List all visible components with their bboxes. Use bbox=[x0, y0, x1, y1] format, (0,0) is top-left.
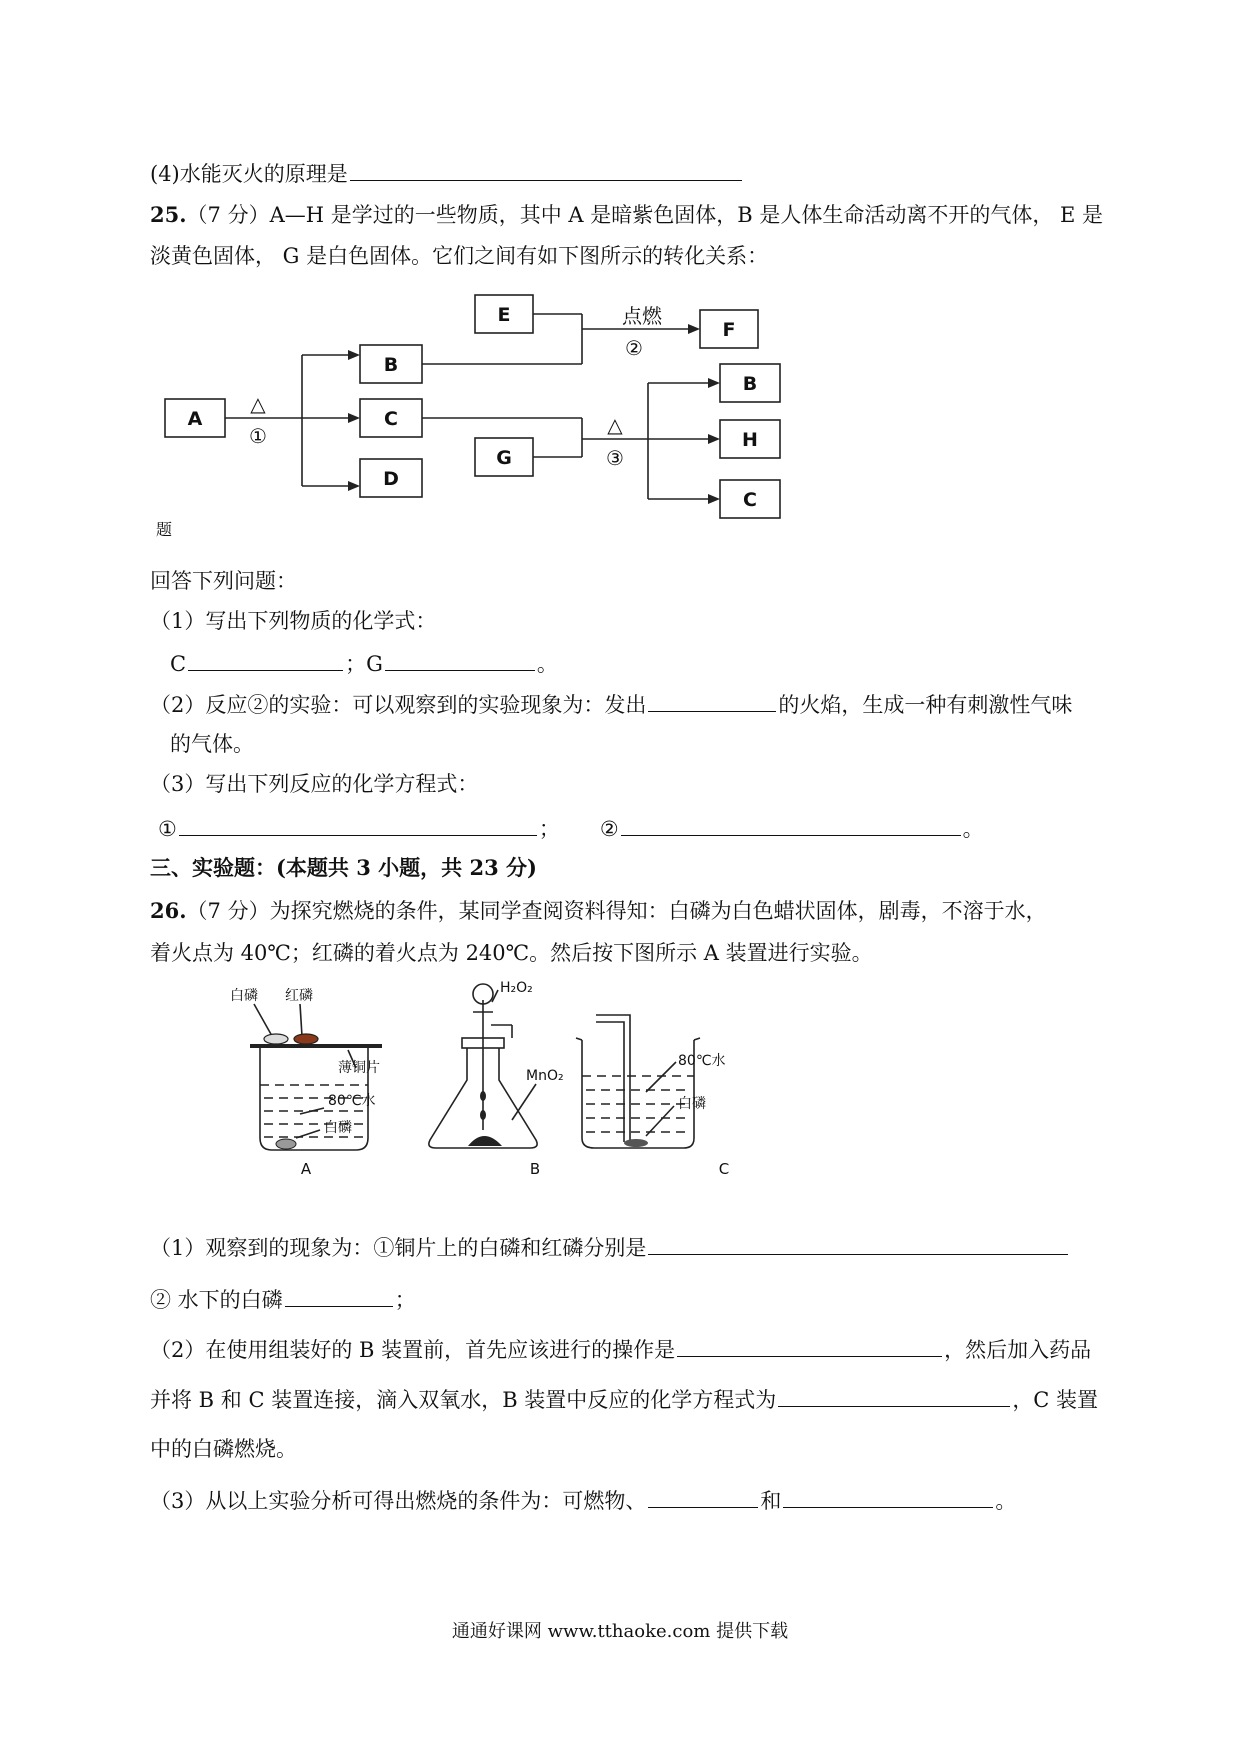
q26-sub2-a: （2）在使用组装好的 B 装置前，首先应该进行的操作是 bbox=[150, 1338, 676, 1362]
node-h: H bbox=[742, 429, 758, 451]
q26-intro-text1: （7 分）为探究燃烧的条件，某同学查阅资料得知：白磷为白色蜡状固体，剧毒，不溶于水， bbox=[186, 899, 1047, 923]
q26-sub2-a-end: ，然后加入药品 bbox=[944, 1338, 1092, 1362]
q26-sub1-line1 bbox=[150, 1232, 1070, 1263]
q26-sub3 bbox=[150, 1485, 1016, 1516]
q25-sub2-line1 bbox=[150, 689, 1072, 720]
label-water-c: 80℃水 bbox=[678, 1053, 726, 1069]
node-b2: B bbox=[742, 373, 758, 395]
white-phosphorus-a-top bbox=[264, 1034, 288, 1044]
arrow1-condition: △ bbox=[250, 392, 266, 416]
q26-sub2-b: 并将 B 和 C 装置连接，滴入双氧水，B 装置中反应的化学方程式为 bbox=[150, 1388, 777, 1412]
label-copper-sheet: 薄铜片 bbox=[338, 1060, 380, 1076]
answer-blank-phenomenon1[interactable] bbox=[648, 1232, 1068, 1255]
section3-title: 三、实验题：(本题共 3 小题，共 23 分) bbox=[150, 855, 537, 880]
mno2-powder bbox=[468, 1136, 502, 1146]
node-c2: C bbox=[743, 489, 757, 511]
answer-blank[interactable] bbox=[350, 158, 742, 181]
q25-sub2-line2: 的气体。 bbox=[170, 732, 254, 756]
q25-sub1-sep: ；G bbox=[345, 652, 383, 676]
q26-sub2-line3: 中的白磷燃烧。 bbox=[150, 1437, 297, 1461]
caption-b: B bbox=[529, 1160, 541, 1178]
q26-sub1-b: ② 水下的白磷 bbox=[150, 1288, 283, 1312]
node-a: A bbox=[187, 408, 203, 430]
q25-sub1-c: C bbox=[170, 652, 187, 676]
q26-sub2-line1 bbox=[150, 1334, 1091, 1365]
answer-blank-eq2[interactable] bbox=[621, 813, 961, 836]
q26-sub2-b-end: ，C 装置 bbox=[1012, 1388, 1099, 1412]
q25-sub1-end: 。 bbox=[536, 652, 558, 676]
node-d: D bbox=[383, 468, 399, 490]
q24-item4-text: (4)水能灭火的原理是 bbox=[150, 162, 348, 186]
node-f: F bbox=[722, 319, 736, 341]
q25-sub3-answers bbox=[158, 813, 984, 844]
arrow1-number: ① bbox=[249, 424, 267, 448]
q26-sub3-a: （3）从以上实验分析可得出燃烧的条件为：可燃物、 bbox=[150, 1489, 647, 1513]
arrow2-number: ② bbox=[625, 336, 643, 360]
q26-sub3-mid: 和 bbox=[760, 1489, 782, 1513]
label-red-phosphorus-a: 红磷 bbox=[285, 988, 313, 1004]
answer-blank-operation[interactable] bbox=[677, 1334, 942, 1357]
arrow3-number: ③ bbox=[606, 446, 624, 470]
answer-blank-condition1[interactable] bbox=[648, 1485, 758, 1508]
node-g: G bbox=[496, 447, 512, 469]
white-phosphorus-a-under bbox=[276, 1139, 296, 1149]
answer-blank-equation[interactable] bbox=[778, 1384, 1010, 1407]
q25-sub1: （1）写出下列物质的化学式： bbox=[150, 609, 437, 633]
answer-blank-flame[interactable] bbox=[648, 689, 776, 712]
q26-sub1-a: （1）观察到的现象为：①铜片上的白磷和红磷分别是 bbox=[150, 1236, 647, 1260]
q26-sub3-end: 。 bbox=[995, 1489, 1017, 1513]
q25-number: 25. bbox=[150, 202, 187, 227]
node-b: B bbox=[383, 354, 399, 376]
q26-sub1-b-end: ； bbox=[394, 1288, 416, 1312]
q26-sub2-line2 bbox=[150, 1384, 1098, 1415]
q25-intro-line2: 淡黄色固体， G 是白色固体。它们之间有如下图所示的转化关系： bbox=[150, 244, 769, 268]
q26-sub1-line2 bbox=[150, 1284, 416, 1315]
label-white-phosphorus-a-under: 白磷 bbox=[324, 1120, 352, 1136]
q25-intro-line1 bbox=[150, 200, 1103, 230]
q25-intro-text1: （7 分）A—H 是学过的一些物质，其中 A 是暗紫色固体，B 是人体生命活动离不开的气体， E 是 bbox=[186, 203, 1104, 227]
arrow3-condition: △ bbox=[607, 413, 623, 437]
q26-apparatus-figure bbox=[230, 980, 850, 1190]
white-phosphorus-c bbox=[624, 1139, 648, 1147]
label-white-phosphorus-a: 白磷 bbox=[230, 988, 258, 1004]
q26-intro-line2: 着火点为 40℃；红磷的着火点为 240℃。然后按下图所示 A 装置进行实验。 bbox=[150, 941, 873, 965]
node-c: C bbox=[384, 408, 398, 430]
q25-sub2-a: （2）反应②的实验：可以观察到的实验现象为：发出 bbox=[150, 693, 647, 717]
answer-blank-phenomenon2[interactable] bbox=[285, 1284, 393, 1307]
q24-item4 bbox=[150, 158, 744, 189]
q25-sub3-b: ② bbox=[599, 817, 619, 841]
label-h2o2: H₂O₂ bbox=[500, 980, 533, 996]
caption-c: C bbox=[718, 1160, 730, 1178]
q26-number: 26. bbox=[150, 898, 187, 923]
q25-sub3: （3）写出下列反应的化学方程式： bbox=[150, 772, 479, 796]
q25-answer-prompt: 回答下列问题： bbox=[150, 569, 297, 593]
q25-sub3-sep: ； bbox=[538, 817, 560, 841]
q26-intro-line1 bbox=[150, 896, 1047, 926]
node-e: E bbox=[497, 304, 511, 326]
answer-blank-c[interactable] bbox=[188, 648, 343, 671]
answer-blank-eq1[interactable] bbox=[179, 813, 537, 836]
caption-a: A bbox=[300, 1160, 312, 1178]
q25-flow-diagram bbox=[150, 275, 890, 537]
page-footer: 通通好课网 www.tthaoke.com 提供下载 bbox=[451, 1621, 789, 1642]
answer-blank-condition2[interactable] bbox=[783, 1485, 993, 1508]
red-phosphorus-a-top bbox=[294, 1034, 318, 1044]
label-mno2: MnO₂ bbox=[526, 1068, 564, 1084]
label-water-a: 80℃水 bbox=[328, 1093, 376, 1109]
q25-sub3-a: ① bbox=[158, 817, 177, 841]
arrow2-condition: 点燃 bbox=[622, 304, 662, 328]
q25-sub3-end: 。 bbox=[962, 817, 984, 841]
q25-sub2-b: 的火焰，生成一种有刺激性气味 bbox=[778, 693, 1073, 717]
q25-sub1-answers bbox=[170, 648, 558, 679]
answer-blank-g[interactable] bbox=[385, 648, 535, 671]
label-white-phosphorus-c: 白磷 bbox=[678, 1096, 706, 1112]
corner-mark: 题 bbox=[155, 520, 173, 537]
